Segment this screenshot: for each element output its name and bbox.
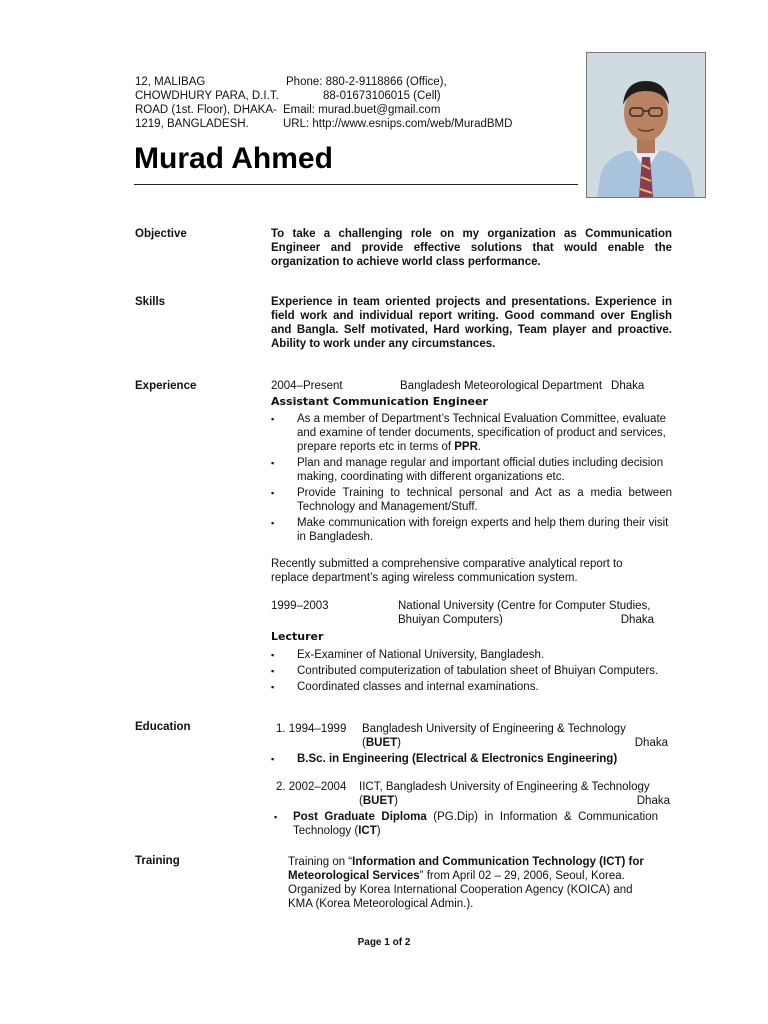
url-line[interactable]: URL: http://www.esnips.com/web/MuradBMD [283,118,513,130]
education-entry [276,780,670,808]
address-line: CHOWDHURY PARA, D.I.T. [135,90,279,102]
edu-period: 1. 1994–1999 [276,723,347,735]
job-note: Recently submitted a comprehensive comparative analytical report to replace department’s aging wireless communication system. [271,558,623,584]
job-period: 1999–2003 [271,600,329,612]
bullet-icon: ▪ [274,812,278,822]
list-item: ▪ Make communication with foreign experts and help them during their visit in Bangladesh. [271,517,669,543]
edu-institution: Bangladesh University of Engineering & Technology (BUET) Dhaka [362,723,668,749]
address-line: ROAD (1st. Floor), DHAKA- [135,104,277,116]
edu-period: 2. 2002–2004 [276,781,347,793]
list-item: ▪ Coordinated classes and internal examinations. [271,681,539,693]
cell-line: 88-01673106015 (Cell) [323,90,441,102]
address-line: 12, MALIBAG [135,76,206,88]
section-label-education: Education [135,721,191,733]
education-entry [276,722,668,750]
phone-line: Phone: 880-2-9118866 (Office), [286,76,447,88]
training-text: Training on “Information and Communication Technology (ICT) for Meteorological Services” from April 02 – 29, 2006, Seoul, Korea. Organized by Korea International Cooperation Agency (KOICA) and KMA (Korea Meteorological Admin.). [288,856,644,910]
contact-block [283,75,573,131]
edu-institution: IICT, Bangladesh University of Engineering & Technology (BUET) Dhaka [359,781,670,807]
list-item: ▪ Provide Training to technical personal and Act as a media between Technology and Management/Stuff. [271,487,672,513]
job-city: Dhaka [611,380,645,392]
bullet-icon: ▪ [271,518,275,528]
job-title: Lecturer [271,630,324,643]
list-item: ▪ Contributed computerization of tabulation sheet of Bhuiyan Computers. [271,665,659,677]
objective-text: To take a challenging role on my organization as Communication Engineer and provide effective solutions that would enable the organization to achieve world class performance. [271,228,672,268]
edu-degree [271,752,671,768]
list-item: ▪ Post Graduate Diploma (PG.Dip) in Information & Communication Technology (ICT) [274,811,658,837]
bullet-icon: ▪ [271,458,275,468]
bullet-icon: ▪ [271,754,275,764]
job-period: 2004–Present [271,380,343,392]
job-header [271,379,672,393]
bullet-icon: ▪ [271,666,275,676]
bullet-icon: ▪ [271,414,275,424]
bullet-icon: ▪ [271,682,275,692]
page-number: Page 1 of 2 [357,937,411,948]
section-label-experience: Experience [135,380,197,392]
section-label-objective: Objective [135,228,187,240]
email-line[interactable]: Email: murad.buet@gmail.com [283,104,441,116]
bullet-icon: ▪ [271,650,275,660]
section-label-training: Training [135,855,180,867]
job-header [271,599,672,627]
header-divider [134,184,578,185]
skills-text: Experience in team oriented projects and presentations. Experience in field work and individual report writing. Good command over English and Bangla. Self motivated, Hard working, Team player and proactive. Ability to work under any circumstances. [271,296,672,350]
list-item: ▪ B.Sc. in Engineering (Electrical & Electronics Engineering) [271,753,618,765]
address-line: 1219, BANGLADESH. [135,118,249,130]
edu-degree [274,810,658,840]
address-block [135,75,285,131]
profile-photo [586,52,706,198]
section-label-skills: Skills [135,296,166,308]
job-org: National University (Centre for Computer Studies, Bhuiyan Computers) Dhaka [398,600,654,626]
job-duties [271,648,672,694]
list-item: ▪ As a member of Department’s Technical Evaluation Committee, evaluate and examine of tender documents, specification of product and services, prepare reports etc in terms of PPR. [271,413,667,453]
experience-block [271,379,672,696]
list-item: ▪ Ex-Examiner of National University, Bangladesh. [271,649,545,661]
job-duties [271,412,672,544]
portrait-illustration [587,53,705,197]
list-item: ▪ Plan and manage regular and important official duties including decision making, coordinating with different organizations etc. [271,457,664,483]
candidate-name: Murad Ahmed [134,142,333,175]
bullet-icon: ▪ [271,488,275,498]
job-title: Assistant Communication Engineer [271,395,488,408]
job-org: Bangladesh Meteorological Department [400,380,603,392]
